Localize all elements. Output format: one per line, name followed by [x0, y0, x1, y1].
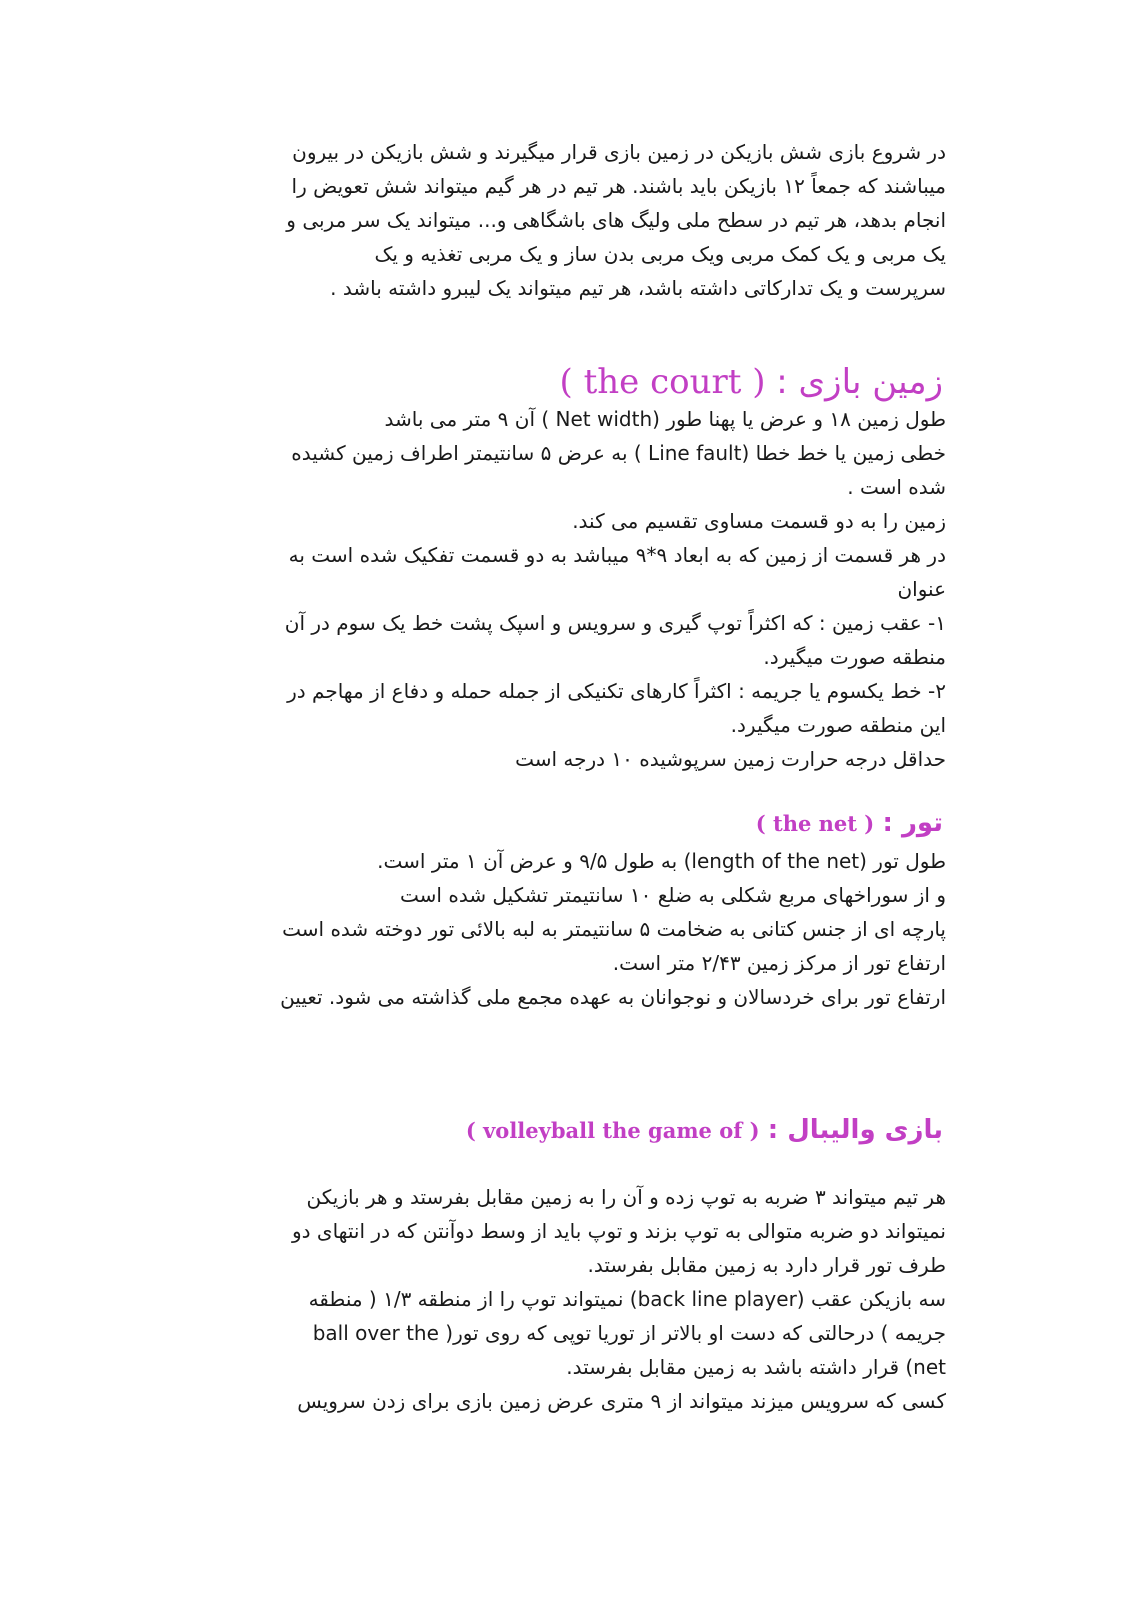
text-line: حداقل درجه حرارت زمین سرپوشیده ۱۰ درجه است [515, 747, 946, 771]
text-line: net) قرار داشته باشد به زمین مقابل بفرستد. [566, 1355, 946, 1379]
court-heading-fa: زمین بازی : [776, 362, 943, 402]
text-line: شده است . [847, 475, 946, 499]
text-line: ۲- خط یکسوم یا جریمه : اکثراً کارهای تکنیکی از جمله حمله و دفاع از مهاجم در [287, 679, 946, 703]
text-line: و از سوراخهای مربع شکلی به ضلع ۱۰ سانتیمتر تشکیل شده است [400, 883, 946, 907]
text-line: طول تور (length of the net) به طول ۹/۵ و عرض آن ۱ متر است. [377, 849, 946, 873]
game-heading-fa: بازی والیبال : [767, 1115, 943, 1145]
text-line: سه بازیکن عقب (back line player) نمیتواند توپ را از منطقه ۱/۳ ( منطقه [308, 1287, 946, 1311]
court-section [186, 402, 946, 776]
text-line: انجام بدهد، هر تیم در سطح ملی ولیگ های باشگاهی و... میتواند یک سر مربی و [286, 208, 946, 232]
text-line: این منطقه صورت میگیرد. [730, 713, 946, 737]
court-heading-en: ( the court ) [559, 362, 766, 402]
text-line: نمیتواند دو ضربه متوالی به توپ بزند و توپ باید از وسط دوآنتن که در انتهای دو [292, 1219, 946, 1243]
text-line: در شروع بازی شش بازیکن در زمین بازی قرار میگیرند و شش بازیکن در بیرون [292, 140, 946, 164]
net-heading-en: ( the net ) [755, 811, 875, 836]
text-line: یک مربی و یک کمک مربی ویک مربی بدن ساز و یک مربی تغذیه و یک [374, 242, 946, 266]
text-line: ۱- عقب زمین : که اکثراً توپ گیری و سرویس و اسپک پشت خط یک سوم در آن [284, 611, 946, 635]
text-line: زمین را به دو قسمت مساوی تقسیم می کند. [572, 509, 946, 533]
text-line: در هر قسمت از زمین که به ابعاد ۹*۹ میباشد به دو قسمت تفکیک شده است به [288, 543, 946, 567]
net-heading [756, 808, 943, 838]
text-line: سرپرست و یک تدارکاتی داشته باشد، هر تیم میتواند یک لیبرو داشته باشد . [330, 276, 946, 300]
text-line: میباشند که جمعاً ۱۲ بازیکن باید باشند. هر تیم در هر گیم میتواند شش تعویض را [291, 174, 946, 198]
game-heading-en: ( volleyball the game of ) [465, 1118, 760, 1143]
text-line: ارتفاع تور برای خردسالان و نوجوانان به عهده مجمع ملی گذاشته می شود. تعیین [280, 985, 946, 1009]
text-line: منطقه صورت میگیرد. [763, 645, 946, 669]
text-line: هر تیم میتواند ۳ ضربه به توپ زده و آن را به زمین مقابل بفرستد و هر بازیکن [306, 1185, 946, 1209]
net-section [186, 844, 946, 1014]
text-line: کسی که سرویس میزند میتواند از ۹ متری عرض زمین بازی برای زدن سرویس [297, 1389, 946, 1413]
text-line: پارچه ای از جنس کتانی به ضخامت ۵ سانتیمتر به لبه بالائی تور دوخته شده است [282, 917, 946, 941]
net-heading-fa: تور : [882, 808, 943, 838]
text-line: طول زمین ۱۸ و عرض یا پهنا طور (Net width ) آن ۹ متر می باشد [384, 407, 946, 431]
text-line: عنوان [897, 577, 946, 601]
game-section [186, 1180, 946, 1418]
text-line: طرف تور قرار دارد به زمین مقابل بفرستد. [587, 1253, 946, 1277]
court-heading [560, 362, 944, 402]
game-heading [466, 1115, 943, 1145]
text-line: خطی زمین یا خط خطا (Line fault ) به عرض ۵ سانتیمتر اطراف زمین کشیده [291, 441, 946, 465]
text-line: جریمه ) درحالتی که دست او بالاتر از توریا توپی که روی تور( ball over the [312, 1321, 946, 1345]
intro-paragraph [186, 135, 946, 305]
text-line: ارتفاع تور از مرکز زمین ۲/۴۳ متر است. [612, 951, 946, 975]
